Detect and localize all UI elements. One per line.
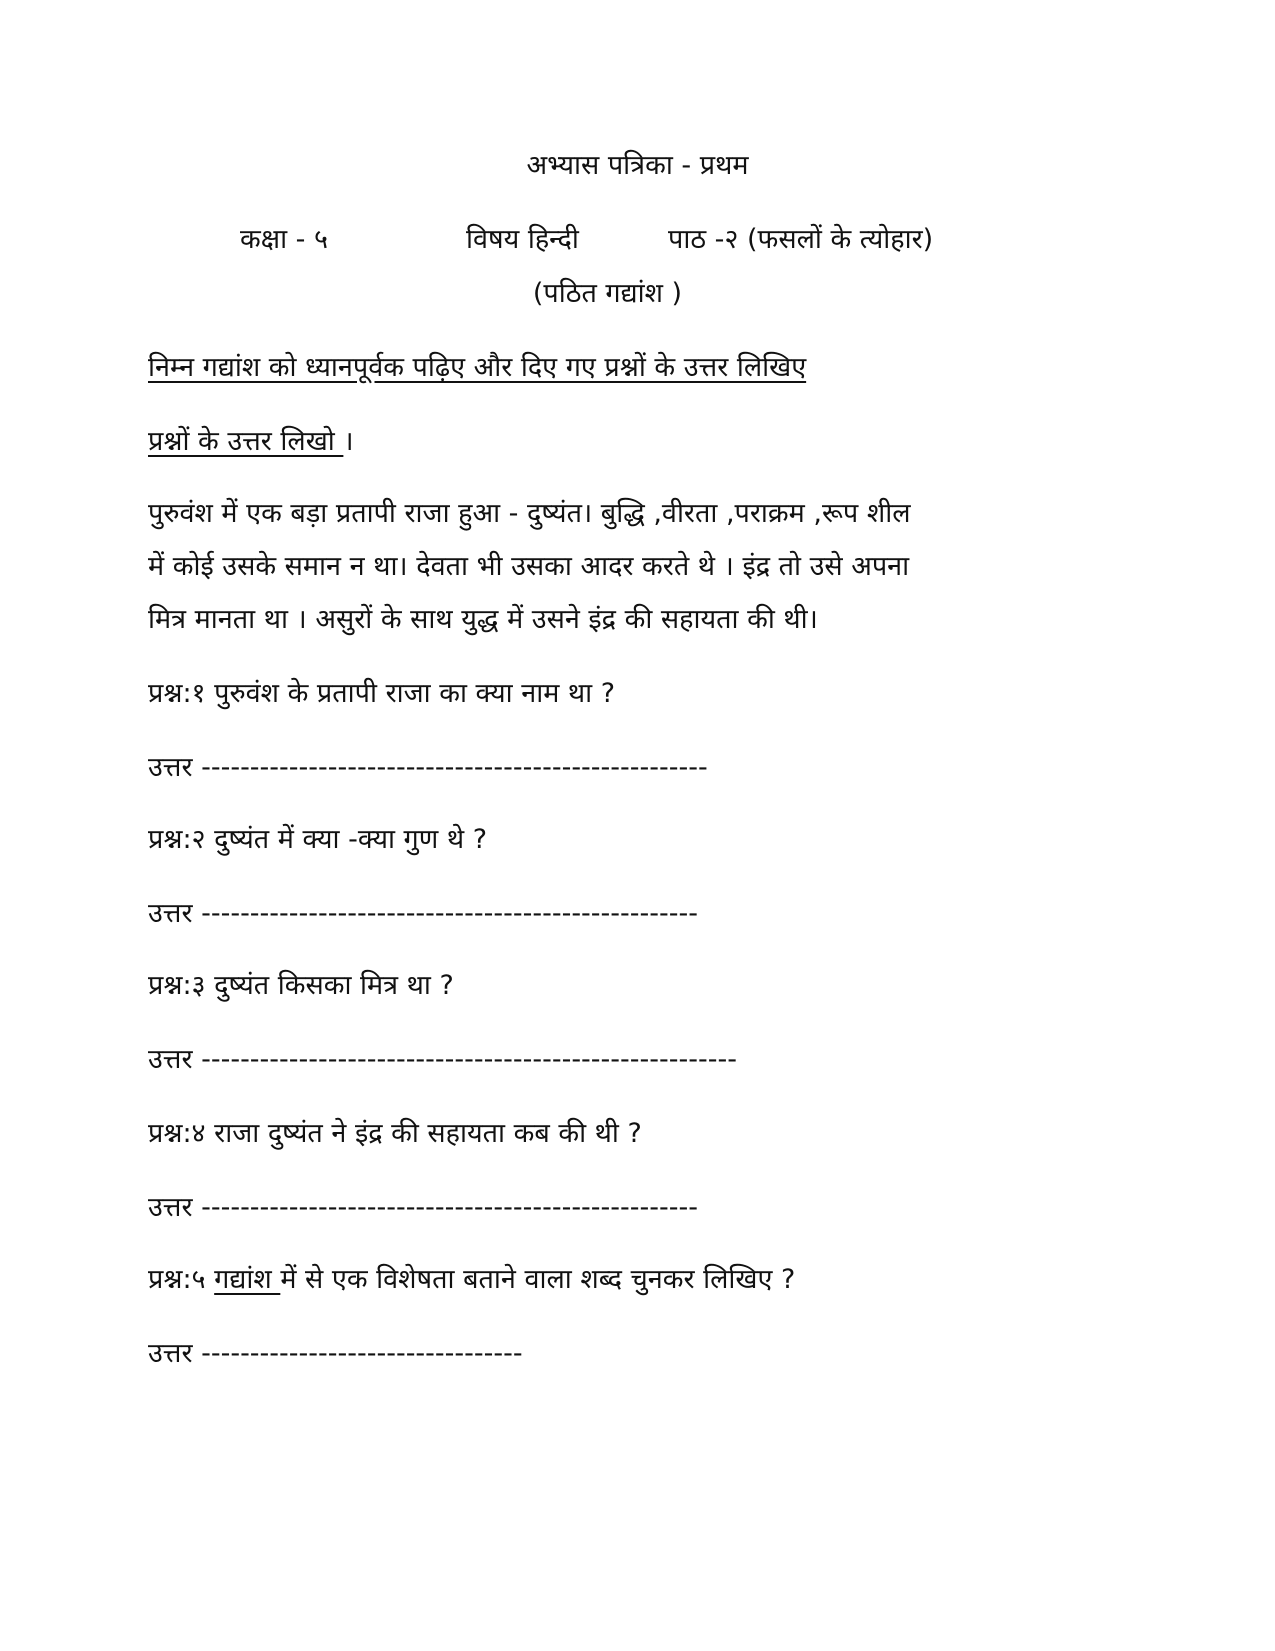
answer-label: उत्तर <box>148 752 193 783</box>
answer-3 <box>148 1042 737 1078</box>
question-3: प्रश्न:३ दुष्यंत किसका मित्र था ? <box>148 970 454 1001</box>
answer-label: उत्तर <box>148 1192 193 1223</box>
question-5-prefix: प्रश्न:५ <box>148 1264 215 1295</box>
answer-label: उत्तर <box>148 898 193 929</box>
answer-1 <box>148 750 708 786</box>
question-2: प्रश्न:२ दुष्यंत में क्या -क्या गुण थे ? <box>148 824 488 855</box>
answer-label: उत्तर <box>148 1338 193 1369</box>
answer-line: ------------------------------------------------------- <box>201 1044 737 1075</box>
answer-line: --------------------------------------------------- <box>201 898 698 929</box>
instruction-line-1: निम्न गद्यांश को ध्यानपूर्वक पढ़िए और दिए गए प्रश्नों के उत्तर लिखिए <box>148 352 807 383</box>
answer-5 <box>148 1336 523 1372</box>
answer-line: ---------------------------------------------------- <box>201 752 708 783</box>
question-5-rest: में से एक विशेषता बताने वाला शब्द चुनकर लिखिए ? <box>280 1264 796 1295</box>
subject-label: विषय हिन्दी <box>466 224 579 255</box>
instruction-line-2-end: । <box>343 426 354 457</box>
class-label: कक्षा - ५ <box>240 224 329 255</box>
passage-line-3: मित्र मानता था । असुरों के साथ युद्ध में उसने इंद्र की सहायता की थी। <box>148 604 818 635</box>
question-4: प्रश्न:४ राजा दुष्यंत ने इंद्र की सहायता कब की थी ? <box>148 1118 642 1149</box>
answer-2 <box>148 896 698 932</box>
answer-4 <box>148 1190 698 1226</box>
instruction-line-2 <box>148 424 354 460</box>
question-5-underlined: गद्यांश <box>214 1264 281 1295</box>
instruction-line-2-underlined: प्रश्नों के उत्तर लिखो <box>148 426 344 457</box>
answer-line: --------------------------------- <box>201 1338 523 1369</box>
section-label: (पठित गद्यांश ) <box>532 278 683 309</box>
passage-line-2: में कोई उसके समान न था। देवता भी उसका आदर करते थे । इंद्र तो उसे अपना <box>148 551 910 582</box>
passage-line-1: पुरुवंश में एक बड़ा प्रतापी राजा हुआ - दुष्यंत। बुद्धि ,वीरता ,पराक्रम ,रूप शील <box>148 498 911 529</box>
answer-label: उत्तर <box>148 1044 193 1075</box>
answer-line: --------------------------------------------------- <box>201 1192 698 1223</box>
lesson-label: पाठ -२ (फसलों के त्योहार) <box>668 224 934 255</box>
question-1: प्रश्न:१ पुरुवंश के प्रतापी राजा का क्या नाम था ? <box>148 678 616 709</box>
question-5 <box>148 1262 795 1298</box>
page-title: अभ्यास पत्रिका - प्रथम <box>526 150 749 181</box>
